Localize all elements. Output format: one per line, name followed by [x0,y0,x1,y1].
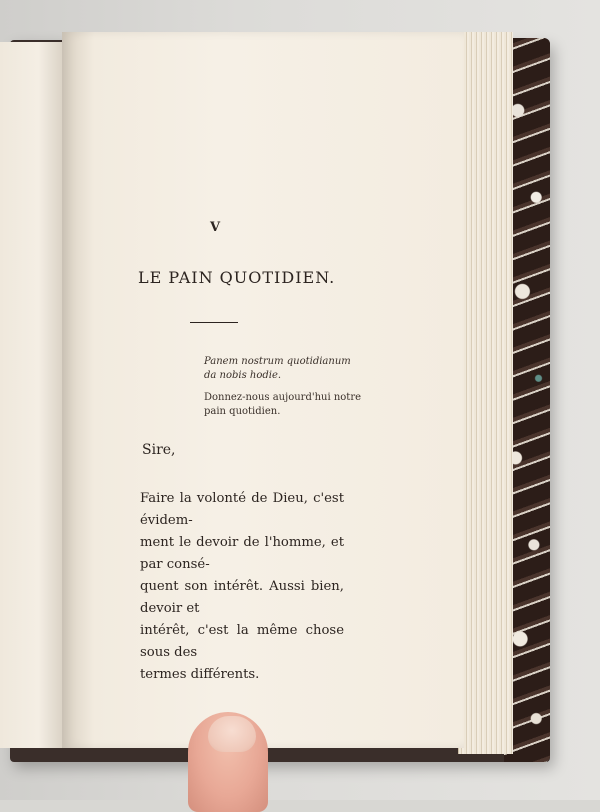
chapter-number: V [209,220,221,235]
epigraph-french [204,391,374,419]
fingernail [208,716,256,752]
body-line: quent son intérêt. Aussi bien, devoir et [140,579,344,616]
page-block-edge [458,32,513,754]
epigraph-latin-line: da nobis hodie. [204,370,282,381]
epigraph-latin [204,355,374,383]
body-paragraph [140,488,344,686]
body-line: intérêt, c'est la même chose sous des [140,623,344,660]
body-line: termes différents. [140,667,260,682]
body-line: ment le devoir de l'homme, et par consé- [140,535,344,572]
salutation: Sire, [142,442,176,458]
epigraph [204,355,374,419]
left-page [0,42,64,748]
title-rule [190,322,238,323]
body-line: Faire la volonté de Dieu, c'est évidem- [140,491,344,528]
epigraph-latin-line: Panem nostrum quotidianum [204,356,351,367]
epigraph-french-line: pain quotidien. [204,406,281,417]
epigraph-french-line: Donnez-nous aujourd'hui notre [204,392,362,403]
chapter-title: LE PAIN QUOTIDIEN. [138,268,336,287]
